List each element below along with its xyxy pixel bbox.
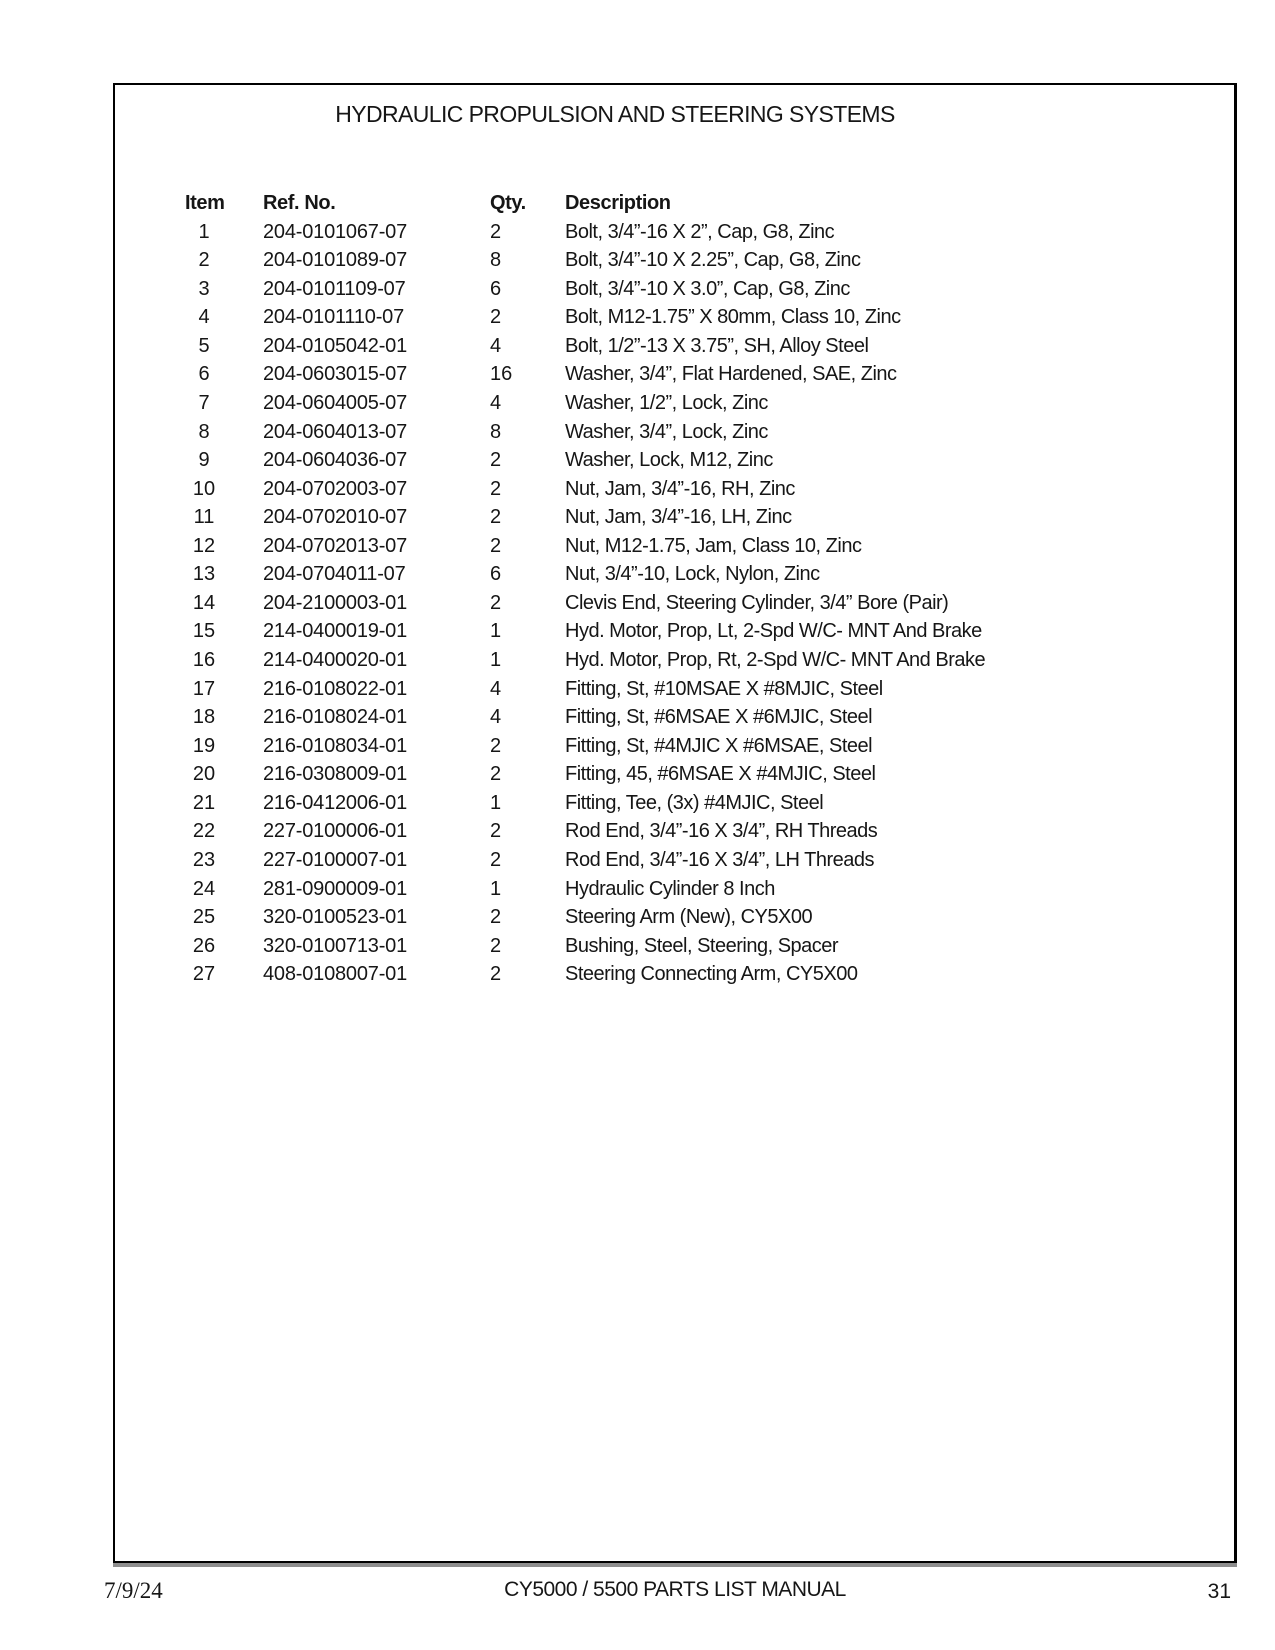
cell-item: 26: [192, 934, 216, 957]
cell-desc: Fitting, St, #10MSAE X #8MJIC, Steel: [565, 677, 883, 700]
cell-desc: Rod End, 3/4”-16 X 3/4”, RH Threads: [565, 820, 878, 843]
cell-item: 14: [192, 591, 216, 614]
cell-desc: Steering Connecting Arm, CY5X00: [565, 963, 858, 986]
table-row: [115, 760, 1215, 789]
cell-qty: 1: [490, 791, 502, 814]
cell-item: 27: [192, 963, 216, 986]
table-row: [115, 846, 1215, 875]
table-row: [115, 303, 1215, 332]
table-row: [115, 218, 1215, 247]
cell-qty: 2: [490, 820, 502, 843]
table-row: [115, 817, 1215, 846]
cell-desc: Bolt, 3/4”-10 X 3.0”, Cap, G8, Zinc: [565, 277, 850, 300]
cell-ref: 204-2100003-01: [263, 591, 407, 614]
cell-ref: 320-0100523-01: [263, 906, 407, 929]
cell-ref: 204-0702013-07: [263, 534, 407, 557]
cell-qty: 2: [490, 306, 502, 329]
cell-item: 19: [192, 734, 216, 757]
cell-desc: Steering Arm (New), CY5X00: [565, 906, 813, 929]
table-row: [115, 246, 1215, 275]
page-footer: [0, 1578, 1275, 1612]
footer-manual-title: CY5000 / 5500 PARTS LIST MANUAL: [504, 1578, 846, 1601]
cell-ref: 320-0100713-01: [263, 934, 407, 957]
cell-desc: Clevis End, Steering Cylinder, 3/4” Bore (Pair): [565, 591, 949, 614]
cell-qty: 2: [490, 763, 502, 786]
cell-item: 2: [198, 249, 210, 272]
cell-item: 9: [198, 449, 210, 472]
cell-desc: Bolt, 3/4”-16 X 2”, Cap, G8, Zinc: [565, 220, 835, 243]
table-row: [115, 703, 1215, 732]
cell-desc: Bushing, Steel, Steering, Spacer: [565, 934, 839, 957]
cell-qty: 2: [490, 848, 502, 871]
cell-qty: 2: [490, 477, 502, 500]
cell-item: 15: [192, 620, 216, 643]
cell-qty: 2: [490, 963, 502, 986]
cell-qty: 8: [490, 249, 502, 272]
cell-qty: 8: [490, 420, 502, 443]
cell-qty: 16: [490, 363, 513, 386]
page-title: HYDRAULIC PROPULSION AND STEERING SYSTEMS: [335, 101, 895, 127]
table-row: [115, 389, 1215, 418]
cell-qty: 4: [490, 677, 502, 700]
cell-ref: 204-0702010-07: [263, 506, 407, 529]
cell-qty: 2: [490, 506, 502, 529]
cell-desc: Nut, Jam, 3/4”-16, LH, Zinc: [565, 506, 792, 529]
cell-qty: 1: [490, 877, 502, 900]
table-row: [115, 332, 1215, 361]
footer-date: 7/9/24: [104, 1578, 163, 1603]
cell-ref: 204-0604005-07: [263, 391, 407, 414]
cell-ref: 204-0702003-07: [263, 477, 407, 500]
cell-ref: 214-0400019-01: [263, 620, 407, 643]
cell-qty: 1: [490, 620, 502, 643]
table-row: [115, 275, 1215, 304]
cell-item: 11: [193, 506, 215, 529]
cell-qty: 2: [490, 591, 502, 614]
table-row: [115, 903, 1215, 932]
cell-item: 6: [198, 363, 210, 386]
cell-item: 5: [198, 334, 210, 357]
cell-item: 20: [192, 763, 216, 786]
cell-ref: 216-0412006-01: [263, 791, 407, 814]
cell-desc: Washer, 3/4”, Flat Hardened, SAE, Zinc: [565, 363, 897, 386]
cell-ref: 227-0100007-01: [263, 848, 407, 871]
cell-item: 24: [192, 877, 216, 900]
cell-qty: 4: [490, 706, 502, 729]
cell-ref: 204-0604036-07: [263, 449, 407, 472]
cell-ref: 204-0604013-07: [263, 420, 407, 443]
cell-item: 18: [192, 706, 216, 729]
column-header-description: Description: [565, 192, 671, 214]
cell-desc: Hyd. Motor, Prop, Rt, 2-Spd W/C- MNT And Brake: [565, 649, 986, 671]
table-row: [115, 932, 1215, 961]
content-border-box: [113, 83, 1237, 1563]
table-row: [115, 418, 1215, 447]
cell-ref: 408-0108007-01: [263, 963, 407, 986]
cell-qty: 4: [490, 334, 502, 357]
cell-desc: Fitting, St, #4MJIC X #6MSAE, Steel: [565, 734, 873, 757]
cell-item: 4: [198, 306, 210, 329]
table-row: [115, 475, 1215, 504]
cell-qty: 2: [490, 734, 502, 757]
cell-qty: 4: [490, 391, 502, 414]
cell-desc: Nut, Jam, 3/4”-16, RH, Zinc: [565, 477, 795, 500]
cell-desc: Fitting, 45, #6MSAE X #4MJIC, Steel: [565, 763, 876, 786]
cell-qty: 6: [490, 277, 502, 300]
cell-desc: Rod End, 3/4”-16 X 3/4”, LH Threads: [565, 848, 874, 871]
cell-ref: 204-0704011-07: [263, 563, 406, 586]
cell-qty: 1: [490, 649, 502, 671]
cell-qty: 2: [490, 534, 502, 557]
table-row: [115, 789, 1215, 818]
cell-ref: 227-0100006-01: [263, 820, 407, 843]
cell-ref: 204-0101110-07: [263, 306, 405, 329]
cell-item: 21: [192, 791, 216, 814]
table-row: [115, 617, 1215, 646]
cell-ref: 216-0308009-01: [263, 763, 407, 786]
cell-desc: Washer, 1/2”, Lock, Zinc: [565, 391, 768, 414]
table-row: [115, 446, 1215, 475]
parts-table: [115, 189, 1215, 989]
cell-item: 1: [198, 220, 210, 243]
table-row: [115, 503, 1215, 532]
cell-desc: Hydraulic Cylinder 8 Inch: [565, 877, 775, 900]
table-row: [115, 675, 1215, 704]
table-body: [115, 218, 1215, 989]
cell-desc: Fitting, Tee, (3x) #4MJIC, Steel: [565, 791, 824, 814]
cell-item: 22: [192, 820, 216, 843]
cell-ref: 214-0400020-01: [263, 649, 407, 671]
table-row: [115, 732, 1215, 761]
cell-item: 10: [192, 477, 216, 500]
cell-item: 8: [198, 420, 210, 443]
cell-item: 25: [192, 906, 216, 929]
cell-item: 3: [198, 277, 210, 300]
cell-ref: 281-0900009-01: [263, 877, 407, 900]
cell-desc: Fitting, St, #6MSAE X #6MJIC, Steel: [565, 706, 873, 729]
footer-page-number: 31: [1207, 1580, 1231, 1603]
column-header-item: Item: [185, 192, 225, 214]
cell-desc: Bolt, 1/2”-13 X 3.75”, SH, Alloy Steel: [565, 334, 869, 357]
cell-item: 7: [198, 391, 210, 414]
table-header-row: [115, 189, 1215, 218]
column-header-ref-no: Ref. No.: [263, 192, 336, 214]
cell-ref: 216-0108034-01: [263, 734, 407, 757]
cell-ref: 216-0108024-01: [263, 706, 407, 729]
cell-qty: 6: [490, 563, 502, 586]
cell-qty: 2: [490, 449, 502, 472]
cell-desc: Bolt, 3/4”-10 X 2.25”, Cap, G8, Zinc: [565, 249, 861, 272]
cell-ref: 204-0105042-01: [263, 334, 407, 357]
cell-qty: 2: [490, 906, 502, 929]
cell-qty: 2: [490, 220, 502, 243]
column-header-qty: Qty.: [490, 192, 526, 214]
table-row: [115, 360, 1215, 389]
cell-ref: 204-0101067-07: [263, 220, 407, 243]
cell-ref: 204-0603015-07: [263, 363, 407, 386]
cell-ref: 204-0101089-07: [263, 249, 407, 272]
cell-ref: 204-0101109-07: [263, 277, 406, 300]
cell-desc: Bolt, M12-1.75” X 80mm, Class 10, Zinc: [565, 306, 901, 329]
cell-desc: Nut, 3/4”-10, Lock, Nylon, Zinc: [565, 563, 820, 586]
cell-item: 16: [192, 649, 216, 671]
cell-ref: 216-0108022-01: [263, 677, 407, 700]
cell-item: 12: [192, 534, 216, 557]
cell-desc: Nut, M12-1.75, Jam, Class 10, Zinc: [565, 534, 862, 557]
cell-item: 13: [192, 563, 216, 586]
cell-qty: 2: [490, 934, 502, 957]
footer-center-wrap: [113, 1578, 1237, 1602]
table-row: [115, 560, 1215, 589]
table-row: [115, 589, 1215, 618]
cell-item: 17: [192, 677, 216, 700]
table-row: [115, 646, 1215, 675]
table-row: [115, 532, 1215, 561]
cell-item: 23: [192, 848, 216, 871]
cell-desc: Washer, Lock, M12, Zinc: [565, 449, 773, 472]
cell-desc: Hyd. Motor, Prop, Lt, 2-Spd W/C- MNT And Brake: [565, 620, 982, 643]
cell-desc: Washer, 3/4”, Lock, Zinc: [565, 420, 768, 443]
table-row: [115, 960, 1215, 989]
table-row: [115, 875, 1215, 904]
